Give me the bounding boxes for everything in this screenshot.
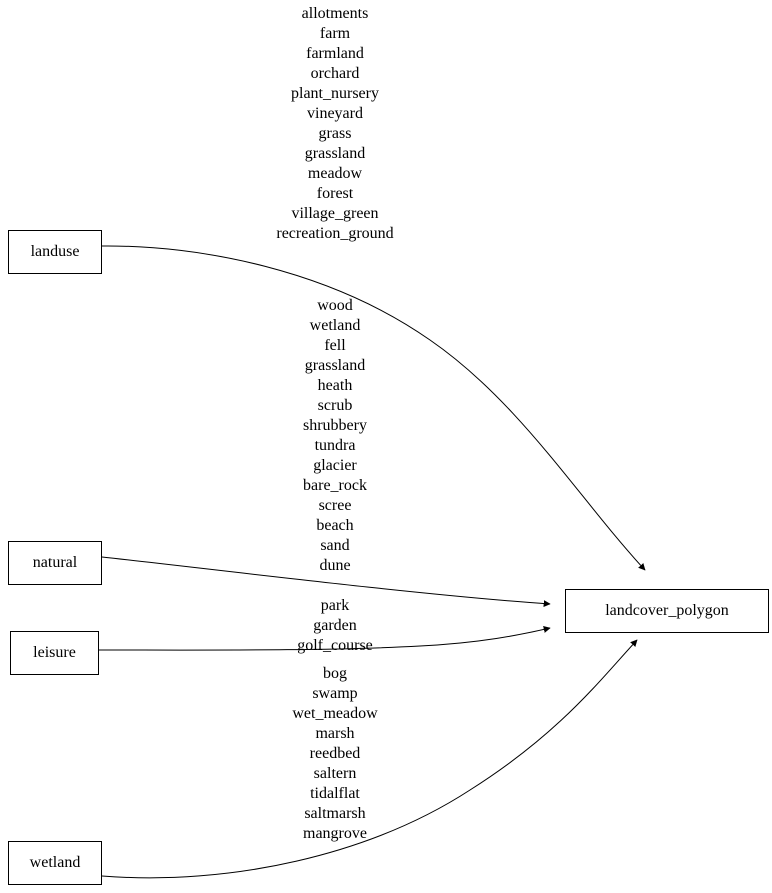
edge-label-item: plant_nursery [291,85,379,102]
edge-label-item: saltmarsh [304,805,366,822]
edge-label-leisure [245,596,425,656]
node-wetland[interactable] [8,841,102,885]
edge-label-item: village_green [291,205,379,222]
node-landcover-polygon-label: landcover_polygon [605,602,729,619]
edge-label-item: vineyard [307,105,363,122]
node-leisure[interactable] [10,631,99,675]
edge-label-item: dune [319,557,351,574]
edge-label-item: scree [318,497,352,514]
edge-label-natural [245,296,425,576]
edge-label-item: wet_meadow [292,705,378,722]
edge-label-item: reedbed [309,745,361,762]
edge-label-item: allotments [301,5,369,22]
edge-label-item: grassland [304,145,366,162]
edge-label-item: farmland [306,45,364,62]
node-landcover-polygon[interactable] [565,589,769,633]
edge-label-item: grass [318,125,352,142]
node-landuse[interactable] [8,230,102,274]
edge-label-item: heath [317,377,353,394]
node-natural-label: natural [32,554,78,571]
node-landuse-label: landuse [30,243,80,260]
edge-label-item: fell [324,337,346,354]
edge-label-item: saltern [313,765,357,782]
edge-label-wetland [245,664,425,844]
edge-label-item: recreation_ground [276,225,394,242]
edge-label-item: glacier [313,457,357,474]
edge-label-landuse [245,4,425,244]
node-natural[interactable] [8,541,102,585]
edge-label-item: wetland [309,317,361,334]
edge-label-item: meadow [307,165,363,182]
edge-label-item: mangrove [303,825,367,842]
edge-label-item: garden [313,617,357,634]
edge-label-item: bare_rock [303,477,367,494]
edge-label-item: shrubbery [303,417,367,434]
edge-label-item: park [320,597,350,614]
edge-label-item: tundra [314,437,356,454]
node-wetland-label: wetland [29,854,81,871]
edge-label-item: swamp [312,685,358,702]
edge-label-item: grassland [304,357,366,374]
edge-label-item: farm [319,25,351,42]
edge-label-item: scrub [317,397,353,414]
edge-label-item: wood [317,297,353,314]
edge-label-item: forest [316,185,354,202]
edge-label-item: bog [323,665,347,682]
edge-label-item: orchard [310,65,360,82]
edge-label-item: sand [320,537,350,554]
edge-label-item: golf_course [297,637,373,654]
edge-label-item: tidalflat [310,785,360,802]
edge-label-item: marsh [315,725,355,742]
node-leisure-label: leisure [33,644,76,661]
edge-label-item: beach [316,517,354,534]
